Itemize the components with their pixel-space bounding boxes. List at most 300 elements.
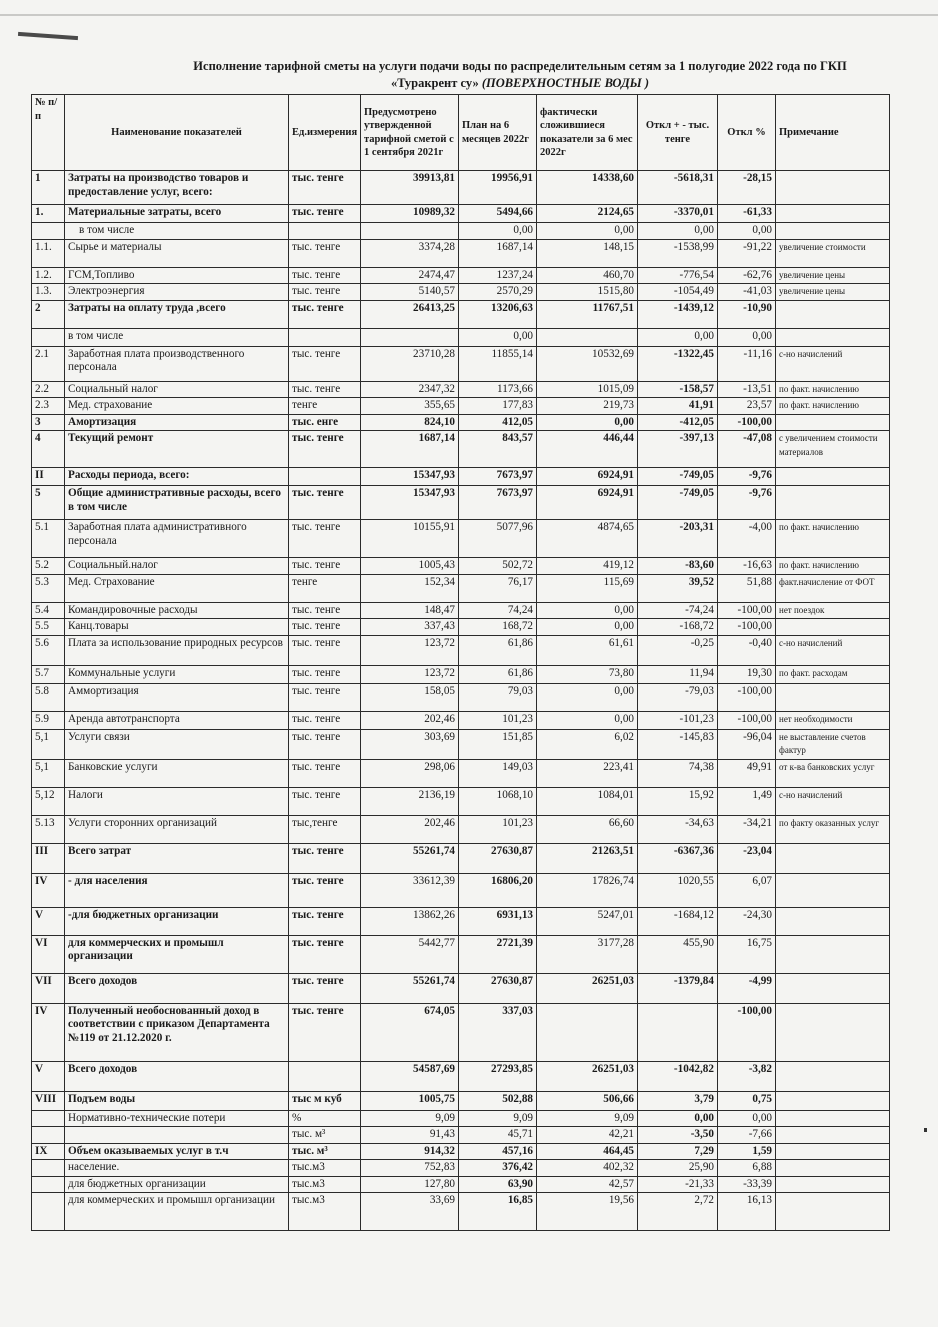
row-name: в том числе — [65, 223, 289, 240]
row-approved: 10155,91 — [361, 520, 459, 558]
row-deviation: -79,03 — [638, 683, 718, 711]
table-row — [32, 1143, 890, 1160]
row-note: не выставление счетов фактур — [776, 729, 890, 759]
table-row — [32, 267, 890, 284]
row-deviation-pct: -7,66 — [718, 1127, 776, 1144]
row-note: с-но начислений — [776, 346, 890, 381]
table-row — [32, 787, 890, 815]
table-row — [32, 1091, 890, 1110]
table-row — [32, 683, 890, 711]
row-deviation: -6367,36 — [638, 843, 718, 873]
row-name: Подъем воды — [65, 1091, 289, 1110]
row-deviation: 455,90 — [638, 935, 718, 973]
row-deviation: -1684,12 — [638, 907, 718, 935]
row-deviation: 7,29 — [638, 1143, 718, 1160]
row-deviation: 3,79 — [638, 1091, 718, 1110]
table-row — [32, 843, 890, 873]
row-deviation: -1042,82 — [638, 1061, 718, 1091]
row-deviation-pct: 6,07 — [718, 873, 776, 907]
row-deviation-pct: 0,00 — [718, 223, 776, 240]
table-row — [32, 973, 890, 1003]
row-note — [776, 468, 890, 486]
row-deviation: -3,50 — [638, 1127, 718, 1144]
row-unit: тыс. тенге — [289, 267, 361, 284]
row-fact: 460,70 — [537, 267, 638, 284]
row-deviation-pct: -16,63 — [718, 558, 776, 575]
row-deviation: -749,05 — [638, 486, 718, 520]
row-unit: тыс. тенге — [289, 431, 361, 468]
row-note — [776, 1127, 890, 1144]
row-note — [776, 1160, 890, 1177]
table-row — [32, 1061, 890, 1091]
row-approved: 23710,28 — [361, 346, 459, 381]
row-unit: тыс. тенге — [289, 907, 361, 935]
row-num — [32, 1160, 65, 1177]
row-fact — [537, 1003, 638, 1061]
row-deviation-pct: -4,00 — [718, 520, 776, 558]
row-note — [776, 205, 890, 223]
row-deviation-pct: 1,59 — [718, 1143, 776, 1160]
table-row — [32, 665, 890, 683]
row-name: Банковские услуги — [65, 759, 289, 787]
row-deviation-pct: -23,04 — [718, 843, 776, 873]
row-deviation: -776,54 — [638, 267, 718, 284]
row-deviation-pct: -100,00 — [718, 1003, 776, 1061]
row-plan: 11855,14 — [459, 346, 537, 381]
row-name: Сырье и материалы — [65, 239, 289, 267]
table-row — [32, 205, 890, 223]
row-deviation-pct: -9,76 — [718, 468, 776, 486]
row-unit: тенге — [289, 574, 361, 602]
row-unit: тыс. тенге — [289, 171, 361, 205]
row-approved: 355,65 — [361, 398, 459, 415]
row-note: с увеличением стоимости материалов — [776, 431, 890, 468]
row-approved: 1005,75 — [361, 1091, 459, 1110]
row-deviation-pct: 6,88 — [718, 1160, 776, 1177]
row-unit: тыс. тенге — [289, 602, 361, 619]
row-note: нет необходимости — [776, 711, 890, 729]
row-note — [776, 873, 890, 907]
row-fact: 26251,03 — [537, 973, 638, 1003]
row-num: 2.2 — [32, 381, 65, 398]
table-row — [32, 300, 890, 328]
row-num: 2.1 — [32, 346, 65, 381]
row-plan: 19956,91 — [459, 171, 537, 205]
row-name — [65, 1127, 289, 1144]
row-plan: 1173,66 — [459, 381, 537, 398]
row-note: факт.начисление от ФОТ — [776, 574, 890, 602]
row-deviation-pct: 0,00 — [718, 328, 776, 346]
row-note: по факт. начислению — [776, 398, 890, 415]
row-num: 5,12 — [32, 787, 65, 815]
row-unit: тыс. тенге — [289, 205, 361, 223]
row-fact: 21263,51 — [537, 843, 638, 873]
title-line-1: Исполнение тарифной сметы на услуги подачи воды по распределительным сетям за 1 полугодие 2022 года по ГКП — [193, 59, 847, 73]
row-approved: 337,43 — [361, 619, 459, 636]
row-num: III — [32, 843, 65, 873]
row-deviation-pct: -61,33 — [718, 205, 776, 223]
row-name: Социальный налог — [65, 381, 289, 398]
row-num: IX — [32, 1143, 65, 1160]
row-plan: 2721,39 — [459, 935, 537, 973]
row-plan: 149,03 — [459, 759, 537, 787]
row-fact: 0,00 — [537, 683, 638, 711]
row-deviation-pct: -100,00 — [718, 683, 776, 711]
row-fact: 6,02 — [537, 729, 638, 759]
row-note — [776, 683, 890, 711]
col-header-fact: фактически сложившиеся показатели за 6 мес 2022г — [537, 95, 638, 171]
row-name: Затраты на оплату труда ,всего — [65, 300, 289, 328]
table-row — [32, 520, 890, 558]
row-num: 5.3 — [32, 574, 65, 602]
row-approved: 15347,93 — [361, 468, 459, 486]
row-deviation: 1020,55 — [638, 873, 718, 907]
table-row — [32, 414, 890, 431]
row-num: IV — [32, 1003, 65, 1061]
row-approved: 39913,81 — [361, 171, 459, 205]
row-approved: 202,46 — [361, 711, 459, 729]
row-num: 5.2 — [32, 558, 65, 575]
row-unit: тыс. м³ — [289, 1143, 361, 1160]
row-approved: 123,72 — [361, 635, 459, 665]
row-note — [776, 328, 890, 346]
row-name: Коммунальные услуги — [65, 665, 289, 683]
row-plan: 1237,24 — [459, 267, 537, 284]
row-approved: 13862,26 — [361, 907, 459, 935]
row-fact: 66,60 — [537, 815, 638, 843]
row-note: увеличение стоимости — [776, 239, 890, 267]
row-plan: 502,88 — [459, 1091, 537, 1110]
row-num: II — [32, 468, 65, 486]
row-approved: 9,09 — [361, 1110, 459, 1127]
row-approved: 127,80 — [361, 1176, 459, 1193]
row-name: Социальный.налог — [65, 558, 289, 575]
table-row — [32, 729, 890, 759]
row-name: Налоги — [65, 787, 289, 815]
row-deviation: -1379,84 — [638, 973, 718, 1003]
row-deviation: 0,00 — [638, 328, 718, 346]
row-plan: 9,09 — [459, 1110, 537, 1127]
row-fact: 61,61 — [537, 635, 638, 665]
row-unit — [289, 468, 361, 486]
row-unit: тыс. тенге — [289, 843, 361, 873]
row-approved: 202,46 — [361, 815, 459, 843]
col-header-unit: Ед.измерения — [289, 95, 361, 171]
row-num: 2 — [32, 300, 65, 328]
row-name: Мед. Страхование — [65, 574, 289, 602]
row-deviation: 39,52 — [638, 574, 718, 602]
table-row — [32, 223, 890, 240]
row-approved: 1687,14 — [361, 431, 459, 468]
row-note — [776, 907, 890, 935]
row-fact: 73,80 — [537, 665, 638, 683]
row-approved: 3374,28 — [361, 239, 459, 267]
row-unit: тыс. тенге — [289, 683, 361, 711]
row-num: 5,1 — [32, 759, 65, 787]
title-line-2: «Туракрент су» (ПОВЕРХНОСТНЫЕ ВОДЫ ) — [390, 76, 650, 90]
row-note — [776, 843, 890, 873]
row-fact: 419,12 — [537, 558, 638, 575]
row-deviation: 0,00 — [638, 223, 718, 240]
col-header-note: Примечание — [776, 95, 890, 171]
row-deviation-pct: -33,39 — [718, 1176, 776, 1193]
row-unit — [289, 223, 361, 240]
row-deviation-pct: -13,51 — [718, 381, 776, 398]
table-row — [32, 328, 890, 346]
row-num: IV — [32, 873, 65, 907]
row-approved: 158,05 — [361, 683, 459, 711]
row-num: 1.1. — [32, 239, 65, 267]
row-unit: тыс. тенге — [289, 486, 361, 520]
row-approved: 55261,74 — [361, 973, 459, 1003]
row-deviation: 11,94 — [638, 665, 718, 683]
table-row — [32, 1160, 890, 1177]
row-plan: 101,23 — [459, 815, 537, 843]
row-note — [776, 1061, 890, 1091]
row-name: Электроэнергия — [65, 284, 289, 301]
row-note: по факт. начислению — [776, 381, 890, 398]
table-row — [32, 284, 890, 301]
row-num — [32, 1193, 65, 1231]
row-name: Канц.товары — [65, 619, 289, 636]
row-fact: 10532,69 — [537, 346, 638, 381]
row-num: 5,1 — [32, 729, 65, 759]
row-note — [776, 486, 890, 520]
row-deviation: 41,91 — [638, 398, 718, 415]
row-fact: 11767,51 — [537, 300, 638, 328]
row-deviation: 2,72 — [638, 1193, 718, 1231]
table-row — [32, 398, 890, 415]
row-plan: 101,23 — [459, 711, 537, 729]
row-note — [776, 300, 890, 328]
row-approved: 15347,93 — [361, 486, 459, 520]
row-name: Услуги сторонних организаций — [65, 815, 289, 843]
row-deviation-pct: -100,00 — [718, 602, 776, 619]
row-num: V — [32, 907, 65, 935]
row-approved: 303,69 — [361, 729, 459, 759]
col-header-name: Наименование показателей — [65, 95, 289, 171]
row-plan: 7673,97 — [459, 468, 537, 486]
row-deviation-pct: 51,88 — [718, 574, 776, 602]
scan-pen-mark — [18, 32, 78, 40]
row-num — [32, 328, 65, 346]
row-note: увеличение цены — [776, 284, 890, 301]
row-unit — [289, 1061, 361, 1091]
row-name: Аренда автотранспорта — [65, 711, 289, 729]
row-unit: тыс.м3 — [289, 1160, 361, 1177]
row-deviation-pct: 49,91 — [718, 759, 776, 787]
row-fact: 219,73 — [537, 398, 638, 415]
row-num: 5.9 — [32, 711, 65, 729]
row-plan: 16806,20 — [459, 873, 537, 907]
row-plan: 1068,10 — [459, 787, 537, 815]
row-plan: 412,05 — [459, 414, 537, 431]
row-deviation-pct: -3,82 — [718, 1061, 776, 1091]
row-approved: 2136,19 — [361, 787, 459, 815]
row-name: Плата за использование природных ресурсов — [65, 635, 289, 665]
row-unit: тыс. тенге — [289, 873, 361, 907]
row-name: Заработная плата производственного персонала — [65, 346, 289, 381]
row-plan: 27630,87 — [459, 843, 537, 873]
row-num — [32, 1176, 65, 1193]
row-note — [776, 171, 890, 205]
row-unit: тыс. тенге — [289, 381, 361, 398]
row-plan: 6931,13 — [459, 907, 537, 935]
row-fact — [537, 328, 638, 346]
row-deviation-pct: 0,75 — [718, 1091, 776, 1110]
row-name: Всего доходов — [65, 973, 289, 1003]
row-note: нет поездок — [776, 602, 890, 619]
col-header-approved: Предусмотрено утвержденной тарифной сметой с 1 сентября 2021г — [361, 95, 459, 171]
row-approved: 123,72 — [361, 665, 459, 683]
row-approved: 1005,43 — [361, 558, 459, 575]
row-fact: 19,56 — [537, 1193, 638, 1231]
row-num: 4 — [32, 431, 65, 468]
row-approved: 55261,74 — [361, 843, 459, 873]
row-unit: тыс. тенге — [289, 558, 361, 575]
row-approved: 824,10 — [361, 414, 459, 431]
row-deviation-pct: -0,40 — [718, 635, 776, 665]
table-row — [32, 346, 890, 381]
row-unit: тыс. тенге — [289, 520, 361, 558]
title-water-type: (ПОВЕРХНОСТНЫЕ ВОДЫ ) — [481, 76, 650, 90]
row-num: 5.6 — [32, 635, 65, 665]
row-name: Расходы периода, всего: — [65, 468, 289, 486]
row-unit: тыс. тенге — [289, 935, 361, 973]
row-unit: тыс. тенге — [289, 787, 361, 815]
table-row — [32, 1003, 890, 1061]
table-row — [32, 1110, 890, 1127]
row-plan: 151,85 — [459, 729, 537, 759]
row-note — [776, 973, 890, 1003]
col-header-num: № п/п — [32, 95, 65, 171]
row-deviation: 25,90 — [638, 1160, 718, 1177]
row-unit: тыс. м³ — [289, 1127, 361, 1144]
document-title — [150, 58, 890, 92]
row-num: 5.8 — [32, 683, 65, 711]
row-plan: 5077,96 — [459, 520, 537, 558]
row-deviation-pct: -96,04 — [718, 729, 776, 759]
row-unit: тыс. тенге — [289, 665, 361, 683]
row-deviation-pct: -91,22 — [718, 239, 776, 267]
row-deviation-pct: -100,00 — [718, 619, 776, 636]
row-note — [776, 1176, 890, 1193]
row-deviation: -412,05 — [638, 414, 718, 431]
row-deviation-pct: -100,00 — [718, 711, 776, 729]
row-num: 1.2. — [32, 267, 65, 284]
row-fact: 1015,09 — [537, 381, 638, 398]
row-approved: 33612,39 — [361, 873, 459, 907]
row-unit: тыс. тенге — [289, 635, 361, 665]
row-fact: 14338,60 — [537, 171, 638, 205]
row-num: 5.1 — [32, 520, 65, 558]
row-plan: 177,83 — [459, 398, 537, 415]
row-deviation-pct: -34,21 — [718, 815, 776, 843]
row-plan: 27630,87 — [459, 973, 537, 1003]
scan-dot — [924, 1128, 927, 1132]
row-num: 5.7 — [32, 665, 65, 683]
row-num: V — [32, 1061, 65, 1091]
row-plan: 502,72 — [459, 558, 537, 575]
table-row — [32, 711, 890, 729]
table-row — [32, 619, 890, 636]
row-plan: 168,72 — [459, 619, 537, 636]
row-deviation: -1538,99 — [638, 239, 718, 267]
row-deviation: 15,92 — [638, 787, 718, 815]
row-deviation: 74,38 — [638, 759, 718, 787]
row-unit: тыс. тенге — [289, 729, 361, 759]
row-deviation: -1439,12 — [638, 300, 718, 328]
row-fact: 9,09 — [537, 1110, 638, 1127]
row-plan: 63,90 — [459, 1176, 537, 1193]
row-deviation-pct: 23,57 — [718, 398, 776, 415]
table-row — [32, 935, 890, 973]
row-deviation: -74,24 — [638, 602, 718, 619]
table-row — [32, 574, 890, 602]
table-row — [32, 1127, 890, 1144]
row-deviation: -1054,49 — [638, 284, 718, 301]
row-note: по факту оказанных услуг — [776, 815, 890, 843]
row-fact: 115,69 — [537, 574, 638, 602]
table-row — [32, 171, 890, 205]
row-deviation-pct: -41,03 — [718, 284, 776, 301]
row-deviation-pct: 16,13 — [718, 1193, 776, 1231]
row-approved — [361, 328, 459, 346]
row-deviation: -203,31 — [638, 520, 718, 558]
row-approved: 54587,69 — [361, 1061, 459, 1091]
row-num — [32, 1110, 65, 1127]
row-fact: 148,15 — [537, 239, 638, 267]
row-unit: тыс,тенге — [289, 815, 361, 843]
row-num: VIII — [32, 1091, 65, 1110]
col-header-deviation-pct: Откл % — [718, 95, 776, 171]
row-note — [776, 414, 890, 431]
row-unit: тенге — [289, 398, 361, 415]
row-approved: 674,05 — [361, 1003, 459, 1061]
row-note: по факт. начислению — [776, 558, 890, 575]
row-deviation-pct: -47,08 — [718, 431, 776, 468]
table-row — [32, 815, 890, 843]
row-fact: 402,32 — [537, 1160, 638, 1177]
row-approved: 5442,77 — [361, 935, 459, 973]
row-approved: 2474,47 — [361, 267, 459, 284]
row-approved: 10989,32 — [361, 205, 459, 223]
row-name: Мед. страхование — [65, 398, 289, 415]
row-name: Текущий ремонт — [65, 431, 289, 468]
table-row — [32, 468, 890, 486]
row-plan: 5494,66 — [459, 205, 537, 223]
row-num: 2.3 — [32, 398, 65, 415]
table-row — [32, 759, 890, 787]
row-approved: 33,69 — [361, 1193, 459, 1231]
row-name: - для населения — [65, 873, 289, 907]
row-deviation-pct: -100,00 — [718, 414, 776, 431]
row-fact: 0,00 — [537, 602, 638, 619]
row-unit: тыс. тенге — [289, 239, 361, 267]
row-fact: 1084,01 — [537, 787, 638, 815]
row-deviation-pct: 0,00 — [718, 1110, 776, 1127]
row-note: с-но начислений — [776, 787, 890, 815]
row-deviation: -1322,45 — [638, 346, 718, 381]
row-name: Амортизация — [65, 414, 289, 431]
row-plan: 457,16 — [459, 1143, 537, 1160]
row-num — [32, 1127, 65, 1144]
row-fact: 26251,03 — [537, 1061, 638, 1091]
row-num: 5.5 — [32, 619, 65, 636]
row-deviation: -5618,31 — [638, 171, 718, 205]
row-plan: 843,57 — [459, 431, 537, 468]
row-note — [776, 1003, 890, 1061]
